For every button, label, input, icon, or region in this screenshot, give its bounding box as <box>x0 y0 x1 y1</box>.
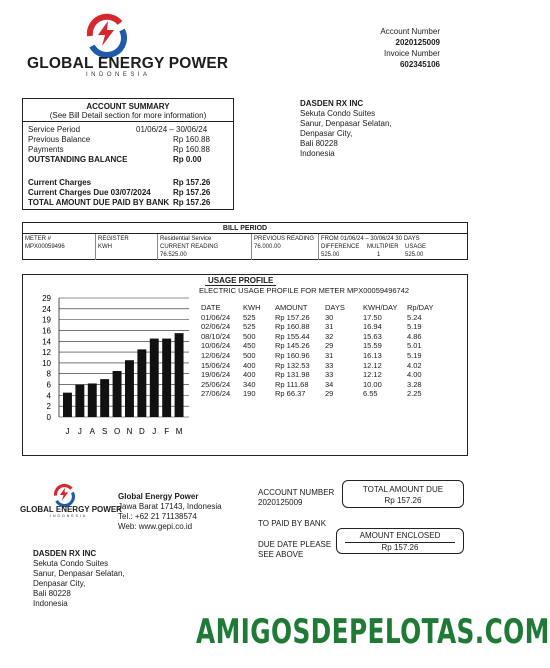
customer-name: DASDEN RX INC <box>300 99 364 108</box>
chart-y-tick-label: 6 <box>46 380 51 390</box>
remit-customer-line1: Sekuta Condo Suites <box>33 559 109 568</box>
total-due-row <box>28 198 211 208</box>
usage-table-cell: 15/06/24 <box>201 360 231 370</box>
total-due-label: TOTAL AMOUNT DUE PAID BY BANK <box>28 198 170 207</box>
usage-table-cell: 6.55 <box>363 389 378 399</box>
current-due-value: Rp 157.26 <box>173 188 211 197</box>
customer-line1: Sekuta Condo Suites <box>300 109 376 118</box>
meter-cell <box>23 234 96 260</box>
register-label: REGISTER <box>98 236 129 242</box>
period-range: FROM 01/06/24 – 30/06/24 30 DAYS <box>321 236 420 242</box>
payments-label: Payments <box>28 145 64 154</box>
usage-table-cell: 500 <box>243 350 256 360</box>
remit-customer-line5: Indonesia <box>33 599 68 608</box>
usage-table-cell: 400 <box>243 360 256 370</box>
usage-column-header: KWH <box>243 303 261 312</box>
usage-table-cell: 10.00 <box>363 379 382 389</box>
usage-table-row <box>201 332 437 342</box>
usage-table-cell: Rp 132.53 <box>275 360 310 370</box>
chart-x-tick-label: D <box>138 427 145 436</box>
chart-y-tick-label: 12 <box>42 348 51 358</box>
usage-table-cell: Rp 160.88 <box>275 322 310 332</box>
company-tel: Tel.: +62 21 71138574 <box>118 512 197 521</box>
remit-customer-line2: Sanur, Denpasar Selatan, <box>33 569 125 578</box>
usage-column-header: Rp/DAY <box>407 303 434 312</box>
outstanding-row <box>28 155 211 165</box>
usage-profile-title: USAGE PROFILE <box>205 275 276 286</box>
service-period-label: Service Period <box>28 125 81 134</box>
usage-meter-caption: ELECTRIC USAGE PROFILE FOR METER MPX00059496742 <box>199 286 410 295</box>
multiplier-value: 1 <box>377 252 381 258</box>
usage-table-cell: 12/06/24 <box>201 350 231 360</box>
register-cell <box>96 234 158 260</box>
usage-table-cell: 400 <box>243 370 256 380</box>
usage-table-cell: 500 <box>243 331 256 341</box>
chart-x-tick-label: N <box>126 427 133 436</box>
brand-subtitle: INDONESIA <box>86 72 151 78</box>
usage-column-header: DAYS <box>325 303 345 312</box>
usage-table-cell: 33 <box>325 360 334 370</box>
usage-table-row <box>201 313 437 323</box>
total-due-value: Rp 157.26 <box>173 198 211 207</box>
usage-table-cell: 29 <box>325 389 334 399</box>
remit-customer-line3: Denpasar City, <box>33 579 86 588</box>
brand-logo-icon <box>84 12 128 54</box>
current-charges-row <box>28 178 211 188</box>
usage-table-cell: 5.01 <box>407 341 422 351</box>
usage-table-cell: 450 <box>243 341 256 351</box>
company-web: Web: www.gepi.co.id <box>118 522 193 531</box>
usage-table-cell: 340 <box>243 379 256 389</box>
invoice-number-label: Invoice Number <box>383 49 440 58</box>
usage-table-row <box>201 380 437 390</box>
usage-table-cell: 31 <box>325 322 334 332</box>
current-charges-label: Current Charges <box>28 178 92 187</box>
chart-bar <box>63 393 72 417</box>
usage-table-cell: Rp 157.26 <box>275 312 310 322</box>
due-label-1: DUE DATE PLEASE <box>258 540 332 549</box>
current-charges-value: Rp 157.26 <box>173 178 211 187</box>
remit-account-info <box>258 488 334 560</box>
amount-enclosed-value: Rp 157.26 <box>345 542 455 553</box>
company-name: Global Energy Power <box>118 492 199 501</box>
difference-value: 525.00 <box>321 252 340 258</box>
previous-balance-value: Rp 160.88 <box>173 135 210 144</box>
outstanding-value: Rp 0.00 <box>173 155 202 164</box>
amount-enclosed-label: AMOUNT ENCLOSED <box>359 531 441 540</box>
usage-table-row <box>201 322 437 332</box>
usage-table-cell: 01/06/24 <box>201 312 231 322</box>
remit-customer-line4: Bali 80228 <box>33 589 71 598</box>
chart-y-tick-label: 19 <box>42 315 51 325</box>
usage-table-cell: 08/10/24 <box>201 331 231 341</box>
usage-table-cell: Rp 145.26 <box>275 341 310 351</box>
chart-y-tick-label: 4 <box>46 391 51 401</box>
usage-label: USAGE <box>405 244 427 250</box>
due-label-2: SEE ABOVE <box>258 550 304 559</box>
chart-x-tick-label: A <box>89 427 95 436</box>
usage-table-cell: 25/06/24 <box>201 379 231 389</box>
usage-table-cell: 27/06/24 <box>201 389 231 399</box>
usage-column-header: DATE <box>201 303 221 312</box>
usage-table-row <box>201 370 437 380</box>
usage-table-row <box>201 341 437 351</box>
chart-y-tick-label: 14 <box>42 337 51 347</box>
usage-table-cell: 16.13 <box>363 350 382 360</box>
usage-table-cell: 16.94 <box>363 322 382 332</box>
usage-column-header: AMOUNT <box>275 303 308 312</box>
usage-table-cell: 525 <box>243 312 256 322</box>
current-due-label: Current Charges Due 03/07/2024 <box>28 188 151 197</box>
chart-x-tick-label: O <box>113 427 121 436</box>
usage-table-row <box>201 389 437 399</box>
chart-x-tick-label: S <box>101 427 108 436</box>
remit-brand-logo-icon <box>52 483 76 505</box>
company-address: Jawa Barat 17143, Indonesia <box>118 502 222 511</box>
to-paid-label: TO PAID BY BANK <box>258 519 327 528</box>
usage-table-cell: 5.19 <box>407 350 422 360</box>
chart-y-tick-label: 16 <box>42 326 51 336</box>
account-number-label: Account Number <box>380 27 440 36</box>
usage-table-cell: 10/06/24 <box>201 341 231 351</box>
chart-bar <box>75 385 84 417</box>
usage-table-cell: 33 <box>325 370 334 380</box>
amount-enclosed-box[interactable] <box>336 528 464 554</box>
usage-table-cell: Rp 160.96 <box>275 350 310 360</box>
total-amount-due-value: Rp 157.26 <box>384 496 422 505</box>
usage-profile-box <box>22 274 468 456</box>
customer-address <box>300 99 392 159</box>
service-type: Residential Service <box>160 236 212 242</box>
usage-table-cell: 4.00 <box>407 370 422 380</box>
usage-table-cell: 5.24 <box>407 312 422 322</box>
chart-y-tick-label: 10 <box>42 358 51 368</box>
chart-bar <box>125 360 134 417</box>
customer-line3: Denpasar City, <box>300 129 353 138</box>
usage-table-cell: 2.25 <box>407 389 422 399</box>
usage-table-cell: 31 <box>325 350 334 360</box>
chart-bar <box>113 371 122 417</box>
chart-bar <box>175 333 184 417</box>
usage-table-cell: Rp 111.68 <box>275 379 309 389</box>
customer-line2: Sanur, Denpasar Selatan, <box>300 119 392 128</box>
remit-customer-name: DASDEN RX INC <box>33 549 97 558</box>
chart-bar <box>137 349 146 417</box>
usage-table-cell: 12.12 <box>363 360 382 370</box>
previous-reading-cell <box>252 234 319 260</box>
usage-table-cell: 4.86 <box>407 331 422 341</box>
current-reading-cell <box>158 234 252 260</box>
service-period-value: 01/06/24 – 30/06/24 <box>136 125 208 134</box>
usage-column-header: KWH/DAY <box>363 303 398 312</box>
usage-table-cell: 29 <box>325 341 334 351</box>
current-due-row <box>28 188 211 198</box>
chart-x-tick-label: J <box>152 427 157 436</box>
usage-table-cell: 190 <box>243 389 256 399</box>
current-reading-label: CURRENT READING <box>160 244 219 250</box>
chart-y-tick-label: 24 <box>42 304 51 314</box>
usage-table-cell: Rp 66.37 <box>275 389 306 399</box>
usage-table-cell: 02/06/24 <box>201 322 231 332</box>
remit-account-number: 2020125009 <box>258 498 303 507</box>
account-summary-subtitle: (See Bill Detail section for more information) <box>23 111 233 122</box>
usage-table-cell: 17.50 <box>363 312 382 322</box>
usage-bar-chart <box>33 285 193 455</box>
meter-value: MPX00059496 <box>25 244 65 250</box>
invoice-number: 602345106 <box>399 60 440 69</box>
usage-table-cell: 5.19 <box>407 322 422 332</box>
total-amount-due-box <box>342 480 464 508</box>
account-number: 2020125009 <box>395 38 440 47</box>
usage-cell <box>319 234 467 260</box>
account-summary-box <box>22 98 234 210</box>
usage-table-row <box>201 351 437 361</box>
account-summary-title: ACCOUNT SUMMARY <box>86 102 170 111</box>
payments-row <box>28 145 211 155</box>
chart-y-tick-label: 2 <box>46 402 51 412</box>
chart-x-tick-label: J <box>65 427 70 436</box>
chart-bar <box>162 339 171 417</box>
usage-table-cell: 525 <box>243 322 256 332</box>
usage-table-cell: 4.02 <box>407 360 422 370</box>
service-period-row <box>28 125 211 135</box>
chart-x-tick-label: J <box>77 427 82 436</box>
difference-label: DIFFERENCE <box>321 244 360 250</box>
meter-label: METER # <box>25 236 52 242</box>
current-reading-value: 76.525.00 <box>160 252 187 258</box>
usage-table-cell: Rp 155.44 <box>275 331 310 341</box>
customer-line5: Indonesia <box>300 149 335 158</box>
usage-table-cell: 30 <box>325 312 334 322</box>
previous-balance-row <box>28 135 211 145</box>
chart-bar <box>88 383 97 417</box>
register-value: KWH <box>98 244 112 250</box>
remit-brand-name: GLOBAL ENERGY POWER <box>20 505 122 514</box>
chart-x-tick-label: M <box>175 427 183 436</box>
usage-table-cell: 19/06/24 <box>201 370 231 380</box>
chart-bar <box>100 379 109 417</box>
previous-balance-label: Previous Balance <box>28 135 91 144</box>
usage-table-cell: 32 <box>325 331 334 341</box>
usage-table-cell: 15.59 <box>363 341 382 351</box>
payments-value: Rp 160.88 <box>173 145 210 154</box>
usage-table-cell: 3.28 <box>407 379 422 389</box>
customer-line4: Bali 80228 <box>300 139 338 148</box>
bill-period-box <box>22 222 468 260</box>
usage-table-cell: 34 <box>325 379 334 389</box>
outstanding-label: OUTSTANDING BALANCE <box>28 155 128 164</box>
usage-table-cell: 12.12 <box>363 370 382 380</box>
watermark-text: AMIGOSDEPELOTAS.COM <box>196 612 550 652</box>
chart-x-tick-label: F <box>164 427 170 436</box>
usage-value: 525.00 <box>405 252 424 258</box>
multiplier-label: MULTIPIER <box>367 244 399 250</box>
remit-account-number-label: ACCOUNT NUMBER <box>258 488 335 497</box>
chart-y-tick-label: 29 <box>42 294 51 303</box>
bill-period-title: BILL PERIOD <box>23 223 467 234</box>
usage-table-row <box>201 361 437 371</box>
brand-name: GLOBAL ENERGY POWER <box>27 55 229 72</box>
company-info <box>118 492 222 532</box>
usage-table-cell: Rp 131.98 <box>275 370 310 380</box>
account-info <box>380 26 440 70</box>
usage-table-cell: 15.63 <box>363 331 382 341</box>
previous-reading-label: PREVIOUS READING <box>254 236 315 242</box>
chart-bar <box>150 339 159 417</box>
previous-reading-value: 76.000.00 <box>254 244 281 250</box>
total-amount-due-label: TOTAL AMOUNT DUE <box>362 485 444 494</box>
chart-y-tick-label: 8 <box>46 369 51 379</box>
remit-brand-subtitle: INDONESIA <box>50 514 88 518</box>
usage-table <box>201 303 437 399</box>
remit-customer-address <box>33 549 125 609</box>
chart-y-tick-label: 0 <box>46 413 51 422</box>
